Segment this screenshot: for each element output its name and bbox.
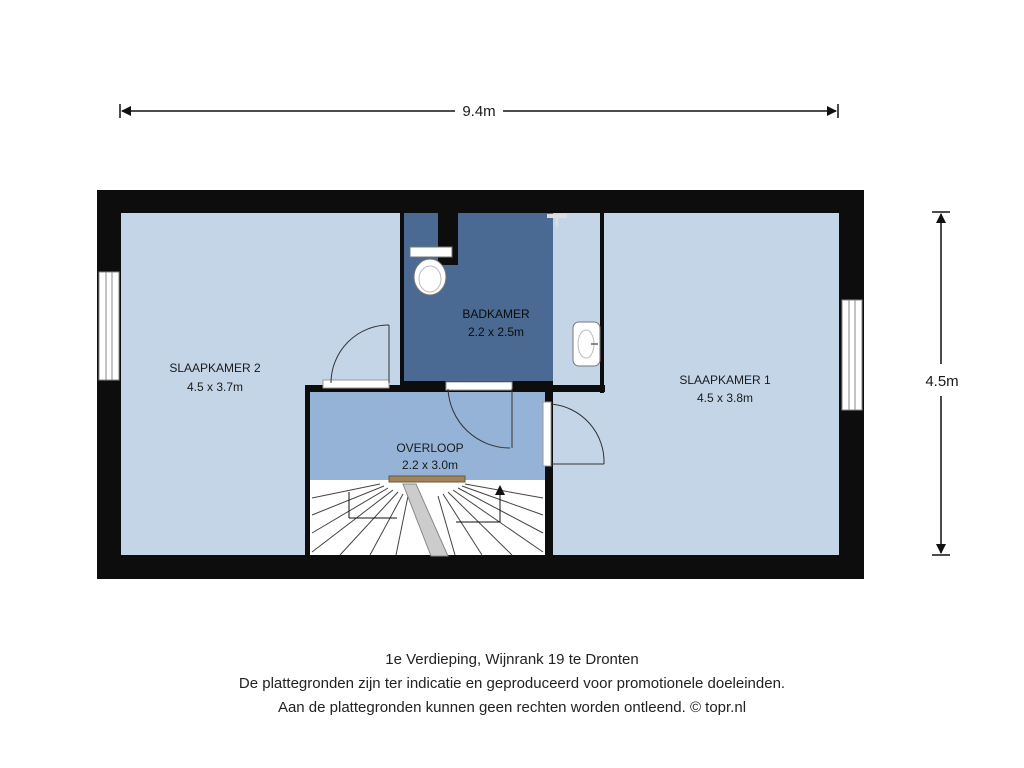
slaapkamer-1-size: 4.5 x 3.8m [696, 391, 754, 405]
caption-rights: Aan de plattegronden kunnen geen rechten worden ontleend. © topr.nl [277, 699, 747, 716]
slaapkamer-2-name: SLAAPKAMER 2 [169, 361, 261, 375]
badkamer-size: 2.2 x 2.5m [467, 325, 525, 339]
overloop-size: 2.2 x 3.0m [401, 458, 459, 472]
badkamer-name: BADKAMER [462, 307, 530, 321]
caption-disclaimer: De plattegronden zijn ter indicatie en geproduceerd voor promotionele doeleinden. [238, 675, 786, 692]
height-label: 4.5m [925, 373, 959, 390]
height-dimension [925, 212, 958, 555]
slaapkamer-1-name: SLAAPKAMER 1 [679, 373, 771, 387]
overloop-name: OVERLOOP [396, 441, 464, 455]
sink-icon [573, 322, 600, 366]
room-slaapkamer-1-upper [604, 213, 839, 393]
caption-title: 1e Verdieping, Wijnrank 19 te Dronten [385, 651, 639, 668]
width-label: 9.4m [462, 103, 496, 120]
slaapkamer-2-size: 4.5 x 3.7m [186, 380, 244, 394]
window-right [842, 300, 862, 410]
window-left [99, 272, 119, 380]
width-dimension [120, 103, 838, 120]
caption [0, 648, 1024, 720]
